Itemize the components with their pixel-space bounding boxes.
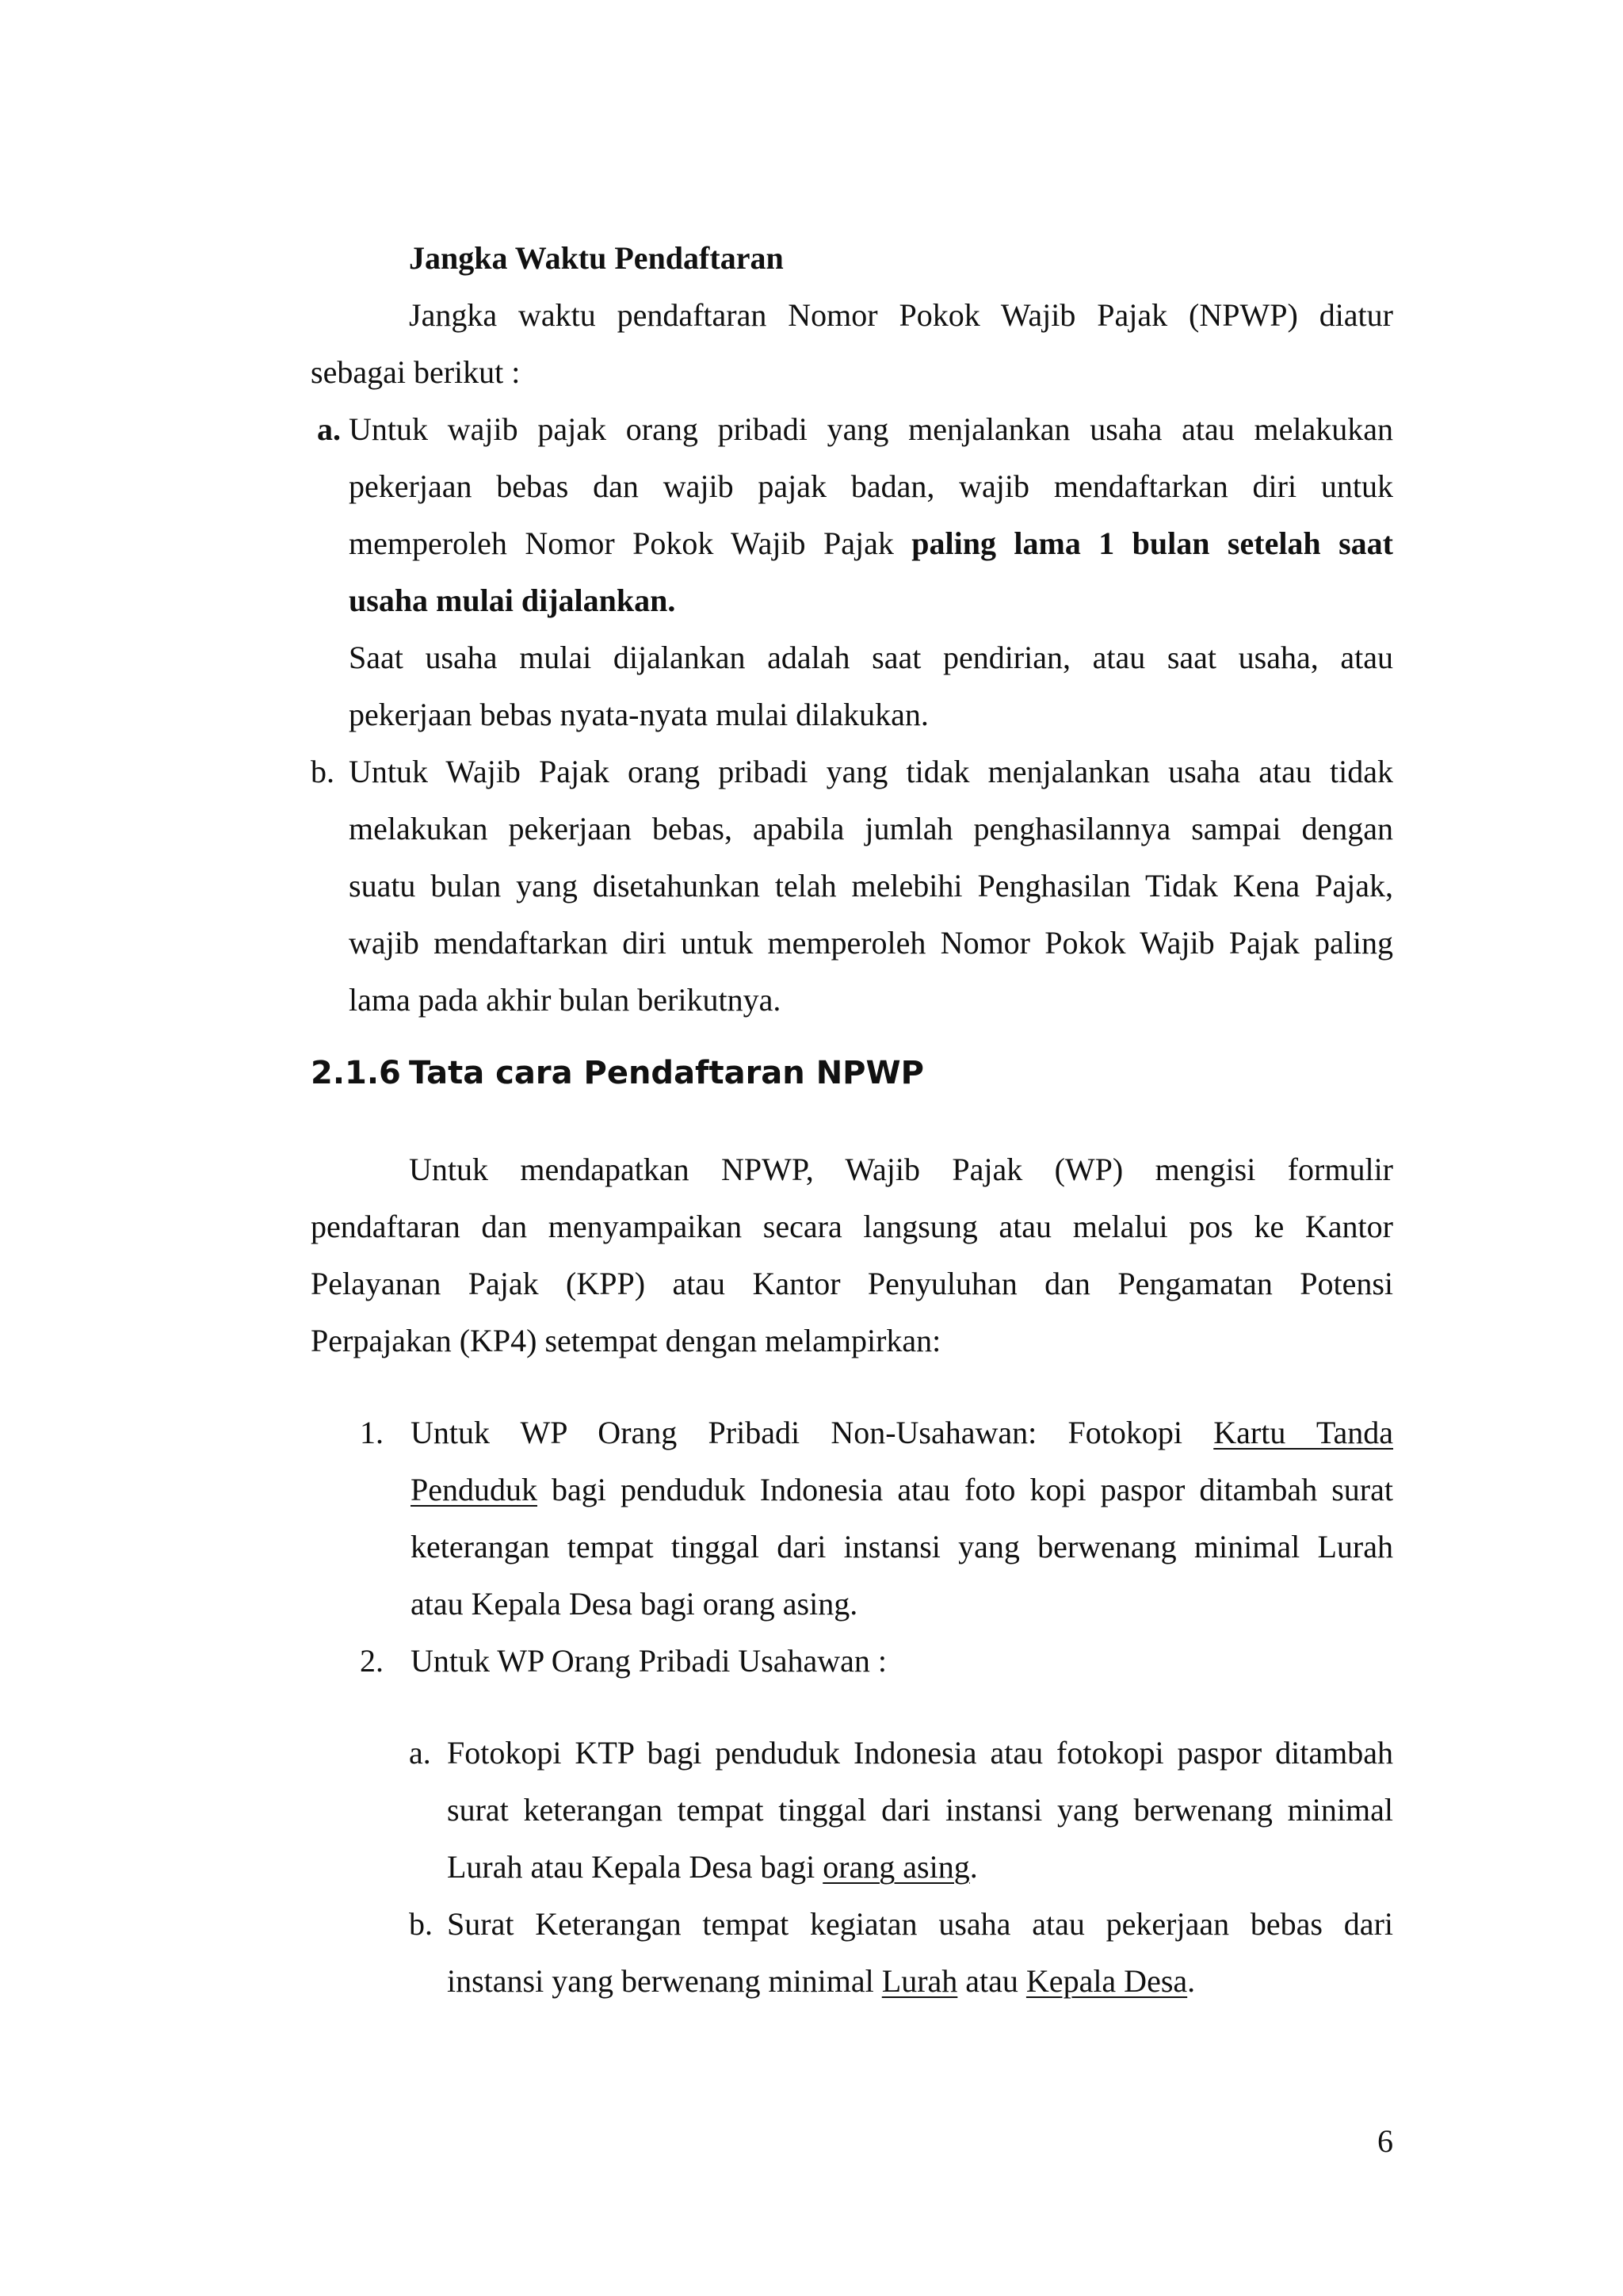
- list-item-line: suatu bulan yang disetahunkan telah melebihi Penghasilan Tidak Kena Pajak,: [349, 868, 1393, 904]
- list-item-line: Surat Keterangan tempat kegiatan usaha atau pekerjaan bebas dari: [447, 1906, 1393, 1942]
- link-orang-asing[interactable]: orang asing: [823, 1849, 970, 1885]
- paragraph-line: Pelayanan Pajak (KPP) atau Kantor Penyuluhan dan Pengamatan Potensi: [311, 1266, 1393, 1301]
- section-heading-title: Tata cara Pendaftaran NPWP: [409, 1055, 924, 1091]
- list-item-line: surat keterangan tempat tinggal dari instansi yang berwenang minimal: [447, 1792, 1393, 1828]
- list-marker: b.: [311, 754, 334, 789]
- list-item-line: Untuk WP Orang Pribadi Non-Usahawan: Fotokopi Kartu Tanda: [411, 1415, 1394, 1450]
- link-penduduk[interactable]: Penduduk: [411, 1472, 537, 1507]
- link-kepala-desa[interactable]: Kepala Desa: [1025, 1963, 1188, 1999]
- list-marker: 1.: [360, 1415, 384, 1450]
- link-lurah[interactable]: Lurah: [881, 1963, 958, 1999]
- section-heading: [311, 1045, 924, 1102]
- list-item-line: lama pada akhir bulan berikutnya.: [349, 982, 781, 1018]
- note-line: pekerjaan bebas nyata-nyata mulai dilakukan.: [349, 697, 929, 732]
- list-item-line: pekerjaan bebas dan wajib pajak badan, wajib mendaftarkan diri untuk: [349, 468, 1393, 504]
- page-number: 6: [1377, 2123, 1393, 2159]
- note-line: Saat usaha mulai dijalankan adalah saat pendirian, atau saat usaha, atau: [349, 640, 1393, 675]
- section-title: Jangka Waktu Pendaftaran: [409, 240, 784, 276]
- list-item-line: memperoleh Nomor Pokok Wajib Pajak paling lama 1 bulan setelah saat: [349, 525, 1393, 561]
- section-number: 2.1.6: [311, 1055, 401, 1091]
- list-marker: a.: [317, 411, 341, 447]
- list-item-line: Untuk Wajib Pajak orang pribadi yang tidak menjalankan usaha atau tidak: [349, 754, 1393, 789]
- list-item-line: usaha mulai dijalankan.: [349, 583, 676, 618]
- list-marker: 2.: [360, 1643, 384, 1679]
- list-item-line: Penduduk bagi penduduk Indonesia atau foto kopi paspor ditambah surat: [411, 1472, 1393, 1507]
- list-item-line: wajib mendaftarkan diri untuk memperoleh Nomor Pokok Wajib Pajak paling: [349, 925, 1393, 961]
- list-marker: a.: [409, 1735, 431, 1771]
- list-item-line: keterangan tempat tinggal dari instansi yang berwenang minimal Lurah: [411, 1529, 1393, 1564]
- list-item-line: instansi yang berwenang minimal Lurah atau Kepala Desa.: [447, 1963, 1196, 1999]
- list-marker: b.: [409, 1906, 433, 1942]
- paragraph-line: pendaftaran dan menyampaikan secara langsung atau melalui pos ke Kantor: [311, 1209, 1393, 1244]
- list-item-line: Untuk WP Orang Pribadi Usahawan :: [411, 1643, 888, 1679]
- intro-line: sebagai berikut :: [311, 354, 521, 390]
- paragraph-line: Untuk mendapatkan NPWP, Wajib Pajak (WP) mengisi formulir: [409, 1152, 1393, 1187]
- list-item-line: Untuk wajib pajak orang pribadi yang menjalankan usaha atau melakukan: [349, 411, 1393, 447]
- list-item-line: melakukan pekerjaan bebas, apabila jumlah penghasilannya sampai dengan: [349, 811, 1393, 846]
- list-item-line: Fotokopi KTP bagi penduduk Indonesia atau fotokopi paspor ditambah: [447, 1735, 1393, 1771]
- list-item-line: Lurah atau Kepala Desa bagi orang asing.: [447, 1849, 978, 1885]
- link-kartu-tanda[interactable]: Kartu Tanda: [1213, 1415, 1394, 1450]
- paragraph-line: Perpajakan (KP4) setempat dengan melampirkan:: [311, 1323, 941, 1358]
- intro-line: Jangka waktu pendaftaran Nomor Pokok Wajib Pajak (NPWP) diatur: [409, 297, 1393, 333]
- list-item-line: atau Kepala Desa bagi orang asing.: [411, 1586, 858, 1622]
